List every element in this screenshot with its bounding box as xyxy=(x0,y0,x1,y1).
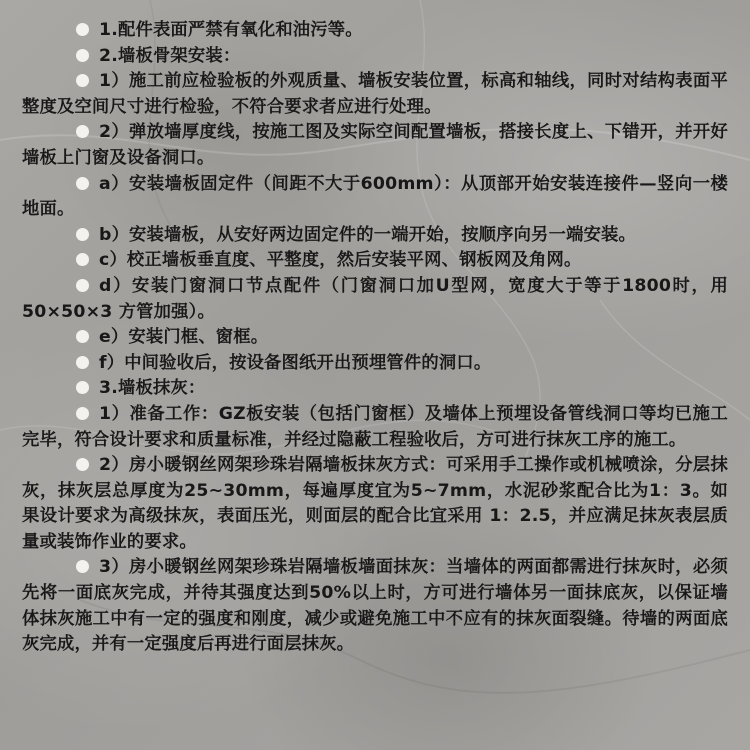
paragraph-text: 2）房小暖钢丝网架珍珠岩隔墙板抹灰方式：可采用手工操作或机械喷涂，分层抹灰，抹灰层总厚度为25~30mm，每遍厚度宜为5~7mm，水泥砂浆配合比为1：3。如果设计要求为高级抹灰，表面压光，则面层的配合比宜采用 1：2.5，并应满足抹灰表层质量或装饰作业的要求。 xyxy=(22,455,728,552)
paragraph-text: 1）施工前应检验板的外观质量、墙板安装位置，标高和轴线，同时对结构表面平整度及空间尺寸进行检验，不符合要求者应进行处理。 xyxy=(22,71,728,117)
paragraph-text: 3.墙板抹灰： xyxy=(99,378,206,399)
paragraph-14 xyxy=(22,555,728,657)
bullet-dot xyxy=(76,356,89,369)
bullet-dot xyxy=(76,177,89,190)
bullet-dot xyxy=(76,407,89,420)
paragraph-2 xyxy=(22,44,728,70)
bullet-dot xyxy=(76,330,89,343)
paragraph-text: 2）弹放墙厚度线，按施工图及实际空间配置墙板，搭接长度上、下错开，并开好墙板上门窗及设备洞口。 xyxy=(22,122,728,168)
paragraph-1 xyxy=(22,18,728,44)
paragraph-11 xyxy=(22,376,728,402)
bullet-dot xyxy=(76,381,89,394)
paragraph-9 xyxy=(22,325,728,351)
bullet-dot xyxy=(76,74,89,87)
paragraph-12 xyxy=(22,402,728,453)
paragraph-text: 3）房小暖钢丝网架珍珠岩隔墙板墙面抹灰：当墙体的两面都需进行抹灰时，必须先将一面底灰完成，并待其强度达到50%以上时，方可进行墙体另一面抹底灰，以保证墙体抹灰施工中有一定的强度和刚度，减少或避免施工中不应有的抹灰面裂缝。待墙的两面底灰完成，并有一定强度后再进行面层抹灰。 xyxy=(22,557,728,655)
bullet-dot xyxy=(76,560,89,573)
bullet-dot xyxy=(76,458,89,471)
bullet-dot xyxy=(76,125,89,138)
paragraph-10 xyxy=(22,351,728,377)
paragraph-text: a）安装墙板固定件（间距不大于600mm）：从顶部开始安装连接件—竖向一楼地面。 xyxy=(22,173,728,220)
paragraph-13 xyxy=(22,453,728,555)
bullet-dot xyxy=(76,253,89,266)
paragraph-7 xyxy=(22,248,728,274)
paragraph-text: 2.墙板骨架安装： xyxy=(99,45,241,66)
paragraph-text: c）校正墙板垂直度、平整度，然后安装平网、钢板网及角网。 xyxy=(99,250,582,271)
document-body xyxy=(22,18,728,658)
paragraph-text: 1.配件表面严禁有氧化和油污等。 xyxy=(99,20,363,40)
paragraph-text: d）安装门窗洞口节点配件（门窗洞口加U型网，宽度大于等于1800时，用50×50×3 方管加强）。 xyxy=(22,275,728,322)
paragraph-5 xyxy=(22,172,728,223)
paragraph-text: 1）准备工作：GZ板安装（包括门窗框）及墙体上预埋设备管线洞口等均已施工完毕，符合设计要求和质量标准，并经过隐蔽工程验收后，方可进行抹灰工序的施工。 xyxy=(22,403,728,450)
paragraph-4 xyxy=(22,120,728,171)
bullet-dot xyxy=(76,228,89,241)
paragraph-text: f）中间验收后，按设备图纸开出预埋管件的洞口。 xyxy=(99,352,492,373)
paragraph-text: e）安装门框、窗框。 xyxy=(99,327,269,348)
paragraph-3 xyxy=(22,69,728,120)
bullet-dot xyxy=(76,23,89,36)
paragraph-8 xyxy=(22,274,728,325)
paragraph-6 xyxy=(22,223,728,249)
bullet-dot xyxy=(76,279,89,292)
bullet-dot xyxy=(76,49,89,62)
paragraph-text: b）安装墙板，从安好两边固定件的一端开始，按顺序向另一端安装。 xyxy=(99,224,637,245)
